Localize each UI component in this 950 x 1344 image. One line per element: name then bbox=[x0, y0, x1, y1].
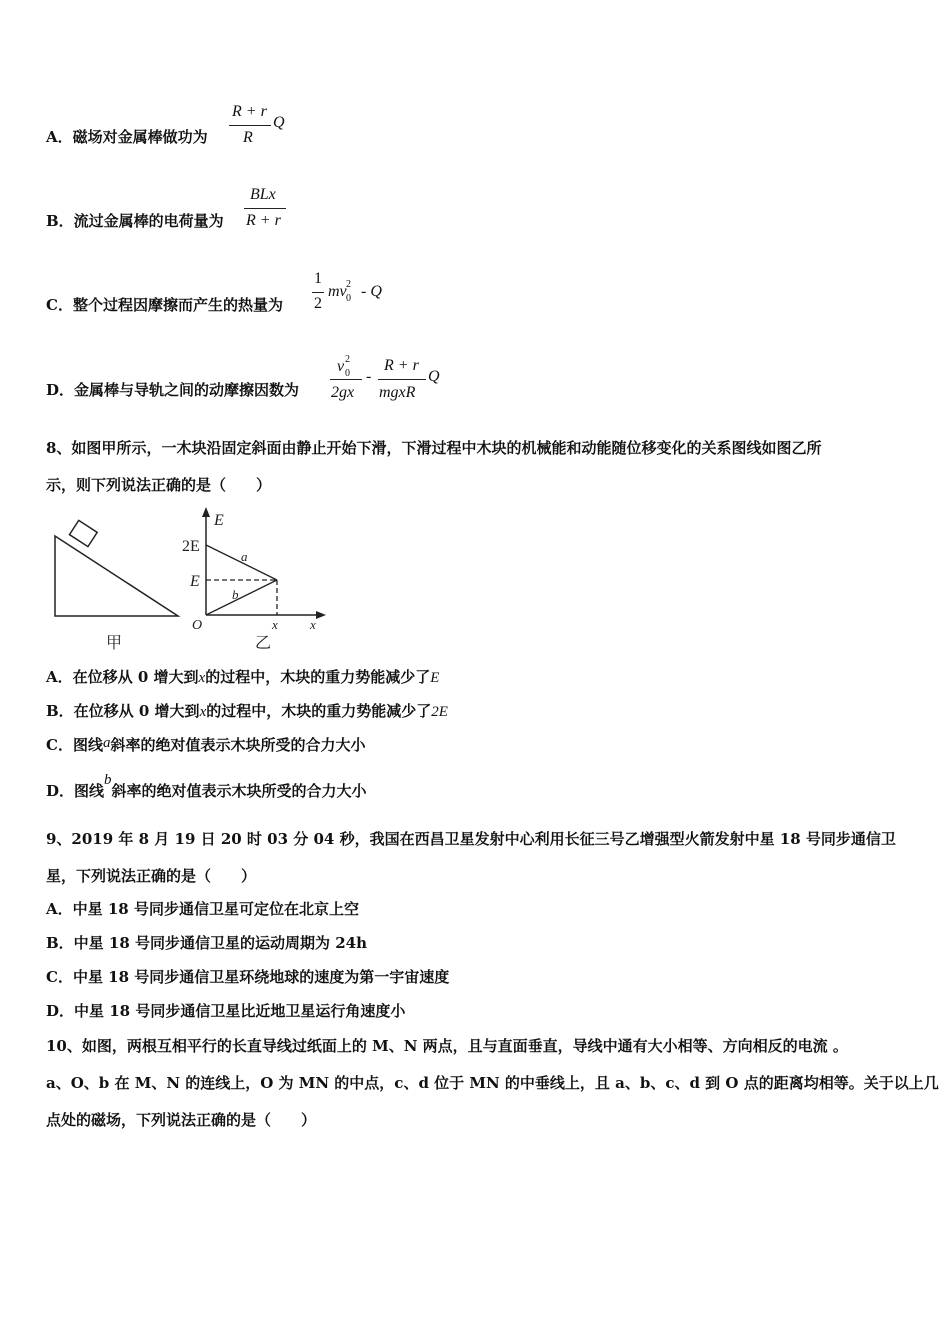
q8-option-c bbox=[46, 735, 365, 756]
q7-b-numerator: BLx bbox=[250, 186, 276, 203]
q8-caption-left: 甲 bbox=[106, 635, 123, 652]
q8-option-d-var: b bbox=[104, 772, 112, 788]
q8-option-a bbox=[46, 667, 439, 688]
q7-c-numerator: 1 bbox=[314, 270, 322, 287]
q10-stem-line1: 10、如图，两根互相平行的长直导线过纸面上的 M、N 两点，且与直面垂直，导线中通有大小相等、方向相反的电流 。 bbox=[46, 1037, 848, 1055]
q8-option-a-post: 的过程中，木块的重力势能减少了 bbox=[205, 668, 431, 686]
q8-option-b bbox=[46, 701, 448, 722]
q8-graph-line-a-label: a bbox=[241, 549, 248, 564]
q7-a-numerator: R + r bbox=[232, 103, 267, 120]
q7-a-tail: Q bbox=[273, 114, 285, 131]
q9-option-d: D．中星 18 号同步通信卫星比近地卫星运行角速度小 bbox=[46, 1002, 406, 1020]
q8-graph-origin: O bbox=[192, 618, 203, 633]
q7-a-denominator: R bbox=[243, 129, 253, 146]
q10-stem-line2: a、O、b 在 M、N 的连线上，O 为 MN 的中点，c、d 位于 MN 的中垂线上，且 a、b、c、d 到 O 点的距离均相等。关于以上几 bbox=[46, 1074, 939, 1092]
q10-stem-line3: 点处的磁场，下列说法正确的是（ ） bbox=[46, 1111, 317, 1129]
q8-option-b-val: 2E bbox=[431, 704, 448, 720]
q8-stem-line2: 示，则下列说法正确的是（ ） bbox=[46, 476, 272, 494]
q8-incline-figure bbox=[48, 518, 188, 653]
q7-c-fraction-bar bbox=[312, 292, 324, 293]
q7-d-tail: Q bbox=[428, 368, 440, 385]
q7-option-a-text: A．磁场对金属棒做功为 bbox=[46, 128, 208, 146]
q7-d-v-sup: 2 bbox=[345, 354, 350, 365]
q8-graph-x-label: x bbox=[310, 617, 316, 632]
q8-option-c-pre: C．图线 bbox=[46, 736, 103, 754]
q8-option-c-var: a bbox=[102, 735, 111, 751]
q8-option-d bbox=[46, 772, 367, 802]
q7-d-v: v bbox=[337, 358, 345, 375]
q8-graph-tick-e: E bbox=[190, 573, 200, 590]
q7-option-c bbox=[46, 295, 283, 315]
q8-option-a-var: x bbox=[198, 670, 206, 686]
q7-c-sub: 0 bbox=[346, 293, 351, 304]
q8-graph-line-b-label: b bbox=[232, 587, 239, 602]
q7-d-den1: 2gx bbox=[331, 384, 355, 401]
q7-d-den2: mgxR bbox=[379, 384, 416, 401]
q7-d-fraction-bar-2 bbox=[378, 379, 426, 380]
q8-option-c-post: 斜率的绝对值表示木块所受的合力大小 bbox=[110, 736, 366, 754]
q7-option-b bbox=[46, 211, 224, 231]
q8-caption-right: 乙 bbox=[255, 635, 272, 652]
q8-option-b-post: 的过程中，木块的重力势能减少了 bbox=[206, 702, 432, 720]
q9-option-a: A．中星 18 号同步通信卫星可定位在北京上空 bbox=[46, 900, 359, 918]
q9-stem-line2: 星，下列说法正确的是（ ） bbox=[46, 867, 257, 885]
q8-stem-line1: 8、如图甲所示，一木块沿固定斜面由静止开始下滑，下滑过程中木块的机械能和动能随位移变化的关系图线如图乙所 bbox=[46, 439, 822, 457]
q7-option-d bbox=[46, 380, 299, 400]
q8-graph-y-label: E bbox=[214, 512, 224, 529]
q7-option-a bbox=[46, 127, 208, 147]
q7-option-c-text: C．整个过程因摩擦而产生的热量为 bbox=[46, 296, 283, 314]
q7-a-fraction-bar bbox=[229, 125, 271, 126]
q8-graph-tick-2e: 2E bbox=[182, 538, 200, 555]
q9-option-c: C．中星 18 号同步通信卫星环绕地球的速度为第一宇宙速度 bbox=[46, 968, 450, 986]
q7-d-minus: - bbox=[366, 368, 372, 385]
q7-c-denominator: 2 bbox=[314, 295, 322, 312]
q7-option-d-text: D．金属棒与导轨之间的动摩擦因数为 bbox=[46, 381, 300, 399]
q8-graph-tick-x: x bbox=[272, 617, 278, 632]
q8-option-d-post: 斜率的绝对值表示木块所受的合力大小 bbox=[111, 782, 367, 800]
q7-option-b-text: B．流过金属棒的电荷量为 bbox=[46, 212, 224, 230]
q7-b-denominator: R + r bbox=[246, 212, 281, 229]
q7-c-sup: 2 bbox=[346, 279, 351, 290]
q8-option-a-pre: A．在位移从 0 增大到 bbox=[46, 668, 199, 686]
q8-option-d-pre: D．图线 bbox=[46, 782, 105, 800]
q7-d-num2: R + r bbox=[384, 357, 419, 374]
q8-option-b-pre: B．在位移从 0 增大到 bbox=[46, 702, 200, 720]
q7-b-fraction-bar bbox=[244, 208, 286, 209]
q7-c-mv: mv bbox=[328, 283, 347, 300]
q8-option-a-val: E bbox=[430, 670, 440, 686]
q9-stem-line1: 9、2019 年 8 月 19 日 20 时 03 分 04 秒，我国在西昌卫星发射中心利用长征三号乙增强型火箭发射中星 18 号同步通信卫 bbox=[46, 830, 896, 848]
q8-graph-figure bbox=[178, 505, 338, 655]
q9-option-b: B．中星 18 号同步通信卫星的运动周期为 24h bbox=[46, 934, 368, 952]
q7-d-fraction-bar-1 bbox=[330, 379, 362, 380]
q7-d-v-sub: 0 bbox=[345, 368, 350, 379]
q8-option-b-var: x bbox=[199, 704, 207, 720]
q7-c-minus-q: - Q bbox=[361, 283, 382, 300]
